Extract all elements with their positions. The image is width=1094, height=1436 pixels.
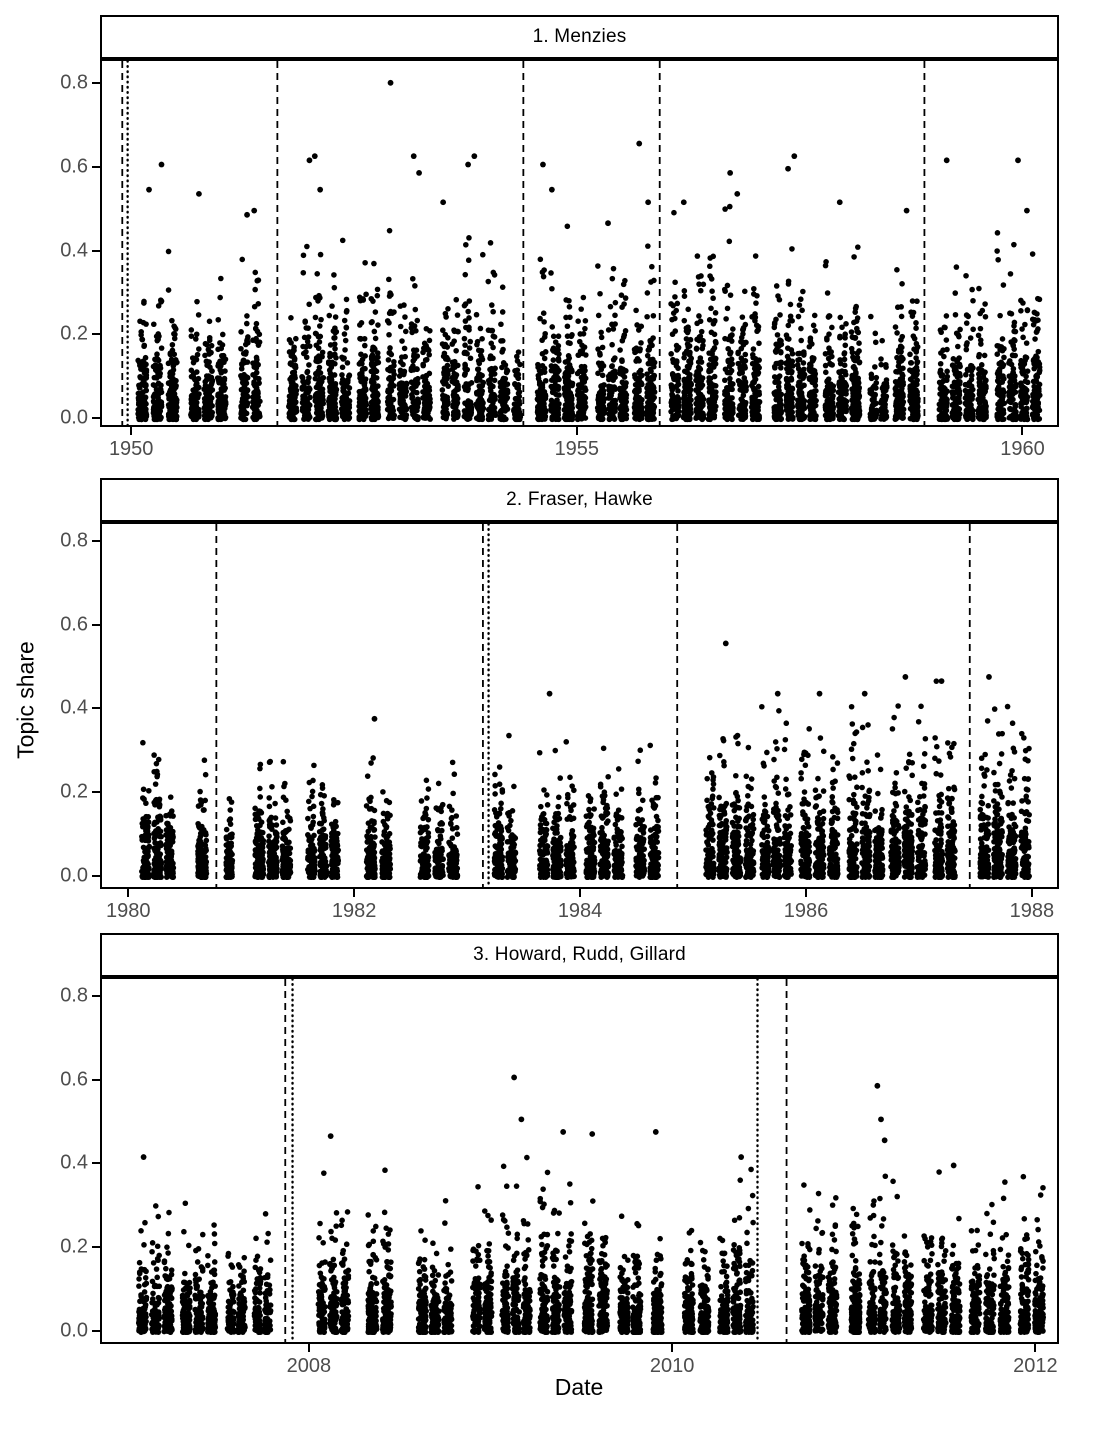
y-tick-mark [92,624,100,626]
y-tick-mark [92,791,100,793]
panel-points-canvas [102,524,1057,887]
x-tick-mark [130,427,132,435]
facet-strip-title: 3. Howard, Rudd, Gillard [473,944,686,965]
x-tick-label: 1984 [557,900,603,922]
x-tick-mark [805,889,807,897]
y-tick-label: 0.2 [60,780,88,803]
y-tick-mark [92,250,100,252]
facet-plot-2 [100,522,1059,889]
x-tick-mark [308,1344,310,1352]
y-tick-label: 0.6 [60,613,88,636]
facet-strip-title: 2. Fraser, Hawke [506,489,653,510]
y-tick-label: 0.0 [60,1319,88,1342]
y-tick-mark [92,166,100,168]
y-tick-label: 0.8 [60,71,88,94]
y-tick-mark [92,1330,100,1332]
x-tick-label: 2010 [649,1355,695,1377]
y-tick-mark [92,995,100,997]
facet-strip-1 [100,15,1059,59]
y-tick-mark [92,333,100,335]
x-tick-label: 1950 [108,438,154,460]
y-tick-label: 0.0 [60,864,88,887]
y-tick-mark [92,1079,100,1081]
x-tick-mark [1021,427,1023,435]
x-tick-label: 1980 [105,900,151,922]
panel-points-canvas [102,979,1057,1342]
y-tick-label: 0.2 [60,1235,88,1258]
facet-strip-2 [100,478,1059,522]
y-tick-mark [92,707,100,709]
x-tick-label: 2012 [1013,1355,1058,1377]
y-tick-label: 0.0 [60,406,88,429]
x-tick-mark [1031,889,1033,897]
x-tick-mark [579,889,581,897]
y-tick-mark [92,82,100,84]
panel-points-canvas [102,61,1057,425]
y-tick-mark [92,540,100,542]
x-tick-label: 1960 [1000,438,1045,460]
facet-plot-1 [100,59,1059,427]
x-tick-label: 2008 [286,1355,332,1377]
y-tick-label: 0.6 [60,155,88,178]
y-tick-label: 0.8 [60,529,88,552]
x-tick-mark [576,427,578,435]
x-tick-label: 1988 [1009,900,1055,922]
y-tick-label: 0.4 [60,696,88,719]
facet-strip-3 [100,933,1059,977]
facet-plot-3 [100,977,1059,1344]
y-tick-label: 0.2 [60,322,88,345]
facet-strip-title: 1. Menzies [532,26,627,47]
x-tick-label: 1955 [554,438,600,460]
y-tick-label: 0.8 [60,984,88,1007]
y-tick-mark [92,875,100,877]
x-axis-title: Date [554,1374,604,1400]
y-tick-mark [92,417,100,419]
x-tick-mark [671,1344,673,1352]
y-tick-label: 0.4 [60,1151,88,1174]
y-tick-label: 0.4 [60,239,88,262]
x-tick-label: 1986 [783,900,829,922]
y-tick-mark [92,1246,100,1248]
x-tick-mark [1034,1344,1036,1352]
x-tick-mark [127,889,129,897]
y-axis-title: Topic share [12,641,39,759]
y-tick-mark [92,1162,100,1164]
y-tick-label: 0.6 [60,1068,88,1091]
x-tick-mark [353,889,355,897]
x-tick-label: 1982 [331,900,377,922]
